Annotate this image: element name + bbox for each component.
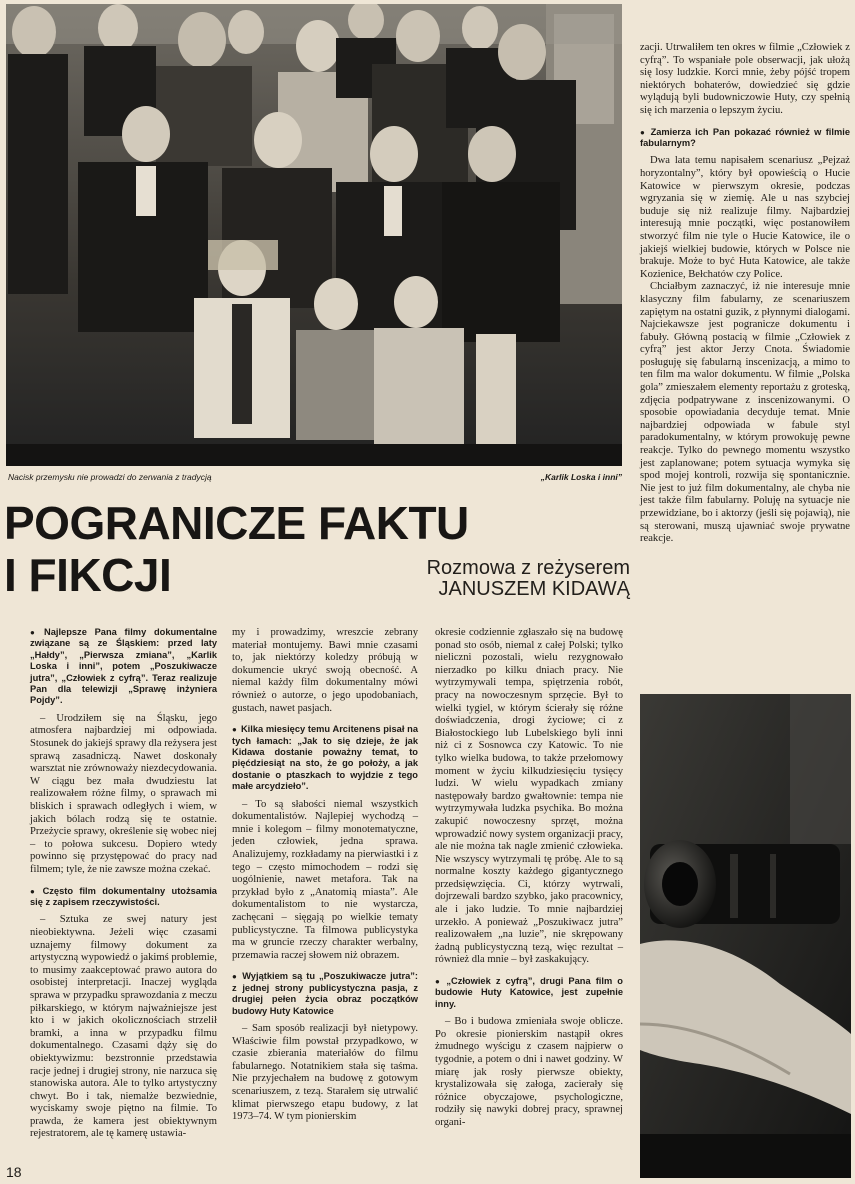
answer-paragraph: – Bo i budowa zmieniała swoje oblicze. Po okresie pionierskim nastąpił okres żmudnego wyścigu z czasem najpierw o tygodnie, a potem o dni i nawet godziny. W miarę jak rosły pierwsze obiekty, krystalizowała się załoga, zacierały się różnice obyczajowe, psychologiczne, rodziły się nawyki dobrej pracy, sprawnej organi- xyxy=(435,1016,623,1128)
text-column-4 xyxy=(640,42,850,546)
question-text: Wyjątkiem są tu „Poszukiwacze jutra”: z jednej strony publicystyczna pasja, z drugiej pełen życia obraz początków budowy Huty Katowice xyxy=(232,971,418,1016)
answer-paragraph: zacji. Utrwaliłem ten okres w filmie „Człowiek z cyfrą”. To wspaniałe pole obserwacji, jak ułożą się losy ludzkie. Korci mnie, żeby pójść tropem niektórych bohaterów, dowiedzieć się gdzie wylądują byli budowniczowie Huty, czy spełnią się ich marzenia o lepszym życiu. xyxy=(640,42,850,116)
photo-caption-left: Nacisk przemysłu nie prowadzi do zerwania z tradycją xyxy=(8,472,212,482)
bullet-icon: ● xyxy=(435,977,443,987)
subhead-line-1: Rozmowa z reżyserem xyxy=(426,557,630,579)
answer-paragraph: Chciałbym zaznaczyć, iż nie interesuje mnie klasyczny film fabularny, ze scenariuszem zapiętym na ostatni guzik, z płynnymi dialogami. Najciekawsze jest pogranicze dokumentu i fabuły. Główną postacią w filmie „Człowiek z cyfrą” jest aktor Jerzy Cnota. Świadomie posługuję się fabularną inscenizacją, a mimo to ten film ma walor dokumentu. W filmie „Polska gola” zmieszałem elementy reportażu z groteską, zdjęcia podpatrywane z inscenizowanymi. O sposobie opowiadania decyduje temat. Mnie najbardziej odpowiada w fabule styl paradokumentalny, w którym prowokuję pewne reakcje. Tylko do pewnego momentu wszystko jest zaplanowane; potem sytuacja wymyka się spod mojej kontroli, rozwija się spontanicznie. Nie jest to już film dokumentalny, ale chyba nie jest także film fabularny. Poluję na sytuacje nie przewidziane, bo i aktorzy (jeśli się pojawią), nie są sterowani, muszą ujawniać swoje prywatne reakcje. xyxy=(640,281,850,545)
question-text: Zamierza ich Pan pokazać również w filmie fabularnym? xyxy=(640,126,850,148)
bullet-icon: ● xyxy=(30,886,39,896)
answer-paragraph: – Sztuka ze swej natury jest nieobiektywna. Jeżeli więc czasami uznajemy filmowy dokument za artystyczną wypowiedź o jakimś problemie, to musimy zaakceptować prawo autora do osobistej interpretacji. Inaczej wygląda sprawa w przypadku sprawozdania z meczu piłkarskiego, w którym najważniejsze jest kto i w jakich okolicznościach strzelił bramki, a inna w przypadku filmu dokumentalnego. Czasami dąży się do obiektywizmu: bezstronnie przedstawia racje jednej i drugiej strony, nie narzuca się stanowiska autora. Ale to tylko artystyczny chwyt. Bo i tak, niemalże bezwiednie, wyciskamy swoje piętno na filmie. To prawda, że kamera jest obiektywnym rejestratorem, ale tę kamerę ustawia- xyxy=(30,914,217,1140)
question-text: „Człowiek z cyfrą”, drugi Pana film o budowie Huty Katowice, jest zupełnie inny. xyxy=(435,976,623,1009)
question-text: Kilka miesięcy temu Arcitenens pisał na tych łamach: „Jak to się dzieje, że jak Kidawa dostanie poważny temat, to pięćdziesiąt na sto, że go położy, a jak dostanie o ptaszkach to wyjdzie z tego małe arcydzieło”. xyxy=(232,724,418,792)
bullet-icon: ● xyxy=(30,628,40,637)
interview-question xyxy=(232,724,418,792)
interview-question xyxy=(232,971,418,1017)
text-column-1 xyxy=(30,627,217,1141)
answer-paragraph: Dwa lata temu napisałem scenariusz „Pejzaż horyzontalny”, który był opowieścią o Hucie Katowice w pierwszym okresie, podczas wgryzania się w ziemię. Ale u nas szybciej buduje się niż realizuje filmy. Najbardziej interesują mnie początki, więc postanowiłem stworzyć film nie tyle o Hucie Katowice, ile o jakiejś wielkiej budowie, których w Polsce nie brakuje. Może to być Huta Katowice, ale także Kozienice, Bełchatów czy Police. xyxy=(640,155,850,280)
answer-paragraph: – To są słabości niemal wszystkich dokumentalistów. Najlepiej wychodzą – mnie i kolegom – filmy monotematyczne, jeden człowiek, jedna sprawa. Analizujemy, rozkładamy na pierwiastki i z tego – często mimochodem – rodzi się uogólnienie, nawet metafora. Tak na przykład było z „Anatomią miasta”. Ale dokumentalistom to nie wystarcza, zachęcani – sięgają po wielkie tematy publicystyczne. Ta filmowa publicystyka ma w gruncie rzeczy charakter werbalny, przemawia raczej słowem niż obrazem. xyxy=(232,798,418,961)
page-number: 18 xyxy=(6,1164,22,1180)
headline-line-2: I FIKCJI xyxy=(4,549,172,601)
interview-question xyxy=(30,886,217,909)
interview-question xyxy=(30,627,217,707)
question-text: Często film dokumentalny utożsamia się z zapisem rzeczywistości. xyxy=(30,885,217,907)
answer-paragraph: my i prowadzimy, wreszcie zebrany materiał montujemy. Bawi mnie czasami to, jak niektórzy koledzy próbują w dokumencie ukryć swoją obecność. A niemal każdy film dokumentalny mówi również o autorze, o jego upodobaniach, gustach, nawet pasjach. xyxy=(232,627,418,714)
article-subhead xyxy=(370,558,630,600)
text-column-2 xyxy=(232,627,418,1124)
camera-photo xyxy=(640,694,851,1178)
interview-question xyxy=(435,976,623,1010)
bullet-icon: ● xyxy=(640,127,647,137)
family-photo xyxy=(6,4,622,466)
answer-paragraph: okresie codziennie zgłaszało się na budowę ponad sto osób, niemal z całej Polski; tylko nieliczni pozostali, wielu rezygnowało nierzadko po kilku dniach pracy. Nie wytrzymywali tempa, spiętrzenia robót, pracy na nowoczesnym sprzęcie. Był to wielki tygiel, w którym ścierały się różne doświadczenia, drogi życiowe; ci z Białostockiego lub Lubelskiego byli inni niż ci z Sosnowca czy Katowic. To nie tylko wielka budowa, to także przełomowy moment w życiu kilkudziesięciu tysięcy ludzi. W wielu wypadkach zmiany następowały bardzo gwałtownie: tempa nie wytrzymywała ludzka psychika. Bo można zakupić nowoczesny sprzęt, można wprowadzić nowy system organizacji pracy, ale nie można tak nagle zmienić człowieka. Nie wszyscy wytrzymali tę próbę. Ale to są normalne koszty każdego gigantycznego przedsięwzięcia. Ci, którzy wytrwali, dojrzewali bardzo szybko, jako pracownicy, ale i jako ludzie. To mnie najbardziej urzekło. A ponieważ „Poszukiwacz jutra” realizowałem „na luzie”, nie skrępowany żadną publicystyczną tezą, więc rezultat – również dla mnie – był zaskakujący. xyxy=(435,627,623,966)
bullet-icon: ● xyxy=(232,725,237,735)
answer-paragraph: – Urodziłem się na Śląsku, jego atmosfera najbardziej mi odpowiada. Stosunek do jakiejś sprawy dla reżysera jest sprawą zasadniczą. Nawet doskonały warsztat nie zrównoważy niezdecydowania. W ciągu bez mała dwudziestu lat realizowałem różne filmy, o sprawach mi bliskich i sprawach odległych i wiem, w jakich bólach rodzą się te ostatnie. Przeżycie sprawy, określenie się wobec niej – to połowa sukcesu. Dopiero wtedy powinno się przystępować do pracy nad filmem; tyle, że nie zawsze można czekać. xyxy=(30,712,217,875)
bullet-icon: ● xyxy=(232,972,239,982)
text-column-3 xyxy=(435,627,623,1130)
answer-paragraph: – Sam sposób realizacji był nietypowy. Właściwie film powstał przypadkowo, w czasie zbierania materiałów do filmu fabularnego. Notatnikiem stała się taśma. Nie przyjechałem na budowę z gotowym scenariuszem, z tezą. Starałem się utrwalić klimat pierwszego etapu budowy, z lat 1973–74. W tym pionierskim xyxy=(232,1022,418,1123)
headline-line-1: POGRANICZE FAKTU xyxy=(4,497,469,549)
question-text: Najlepsze Pana filmy dokumentalne związane są ze Śląskiem: przed laty „Hałdy”, „Pierwsza zmiana”, „Karlik Loska i inni”, potem „Poszukiwacze jutra”, „Człowiek z cyfrą”. Teraz realizuje Pan dla telewizji „Sprawę inżyniera Pojdy”. xyxy=(30,627,217,706)
photo-caption-right: „Karlik Loska i inni” xyxy=(540,472,622,482)
interview-question xyxy=(640,127,850,150)
subhead-line-2: JANUSZEM KIDAWĄ xyxy=(438,578,630,600)
